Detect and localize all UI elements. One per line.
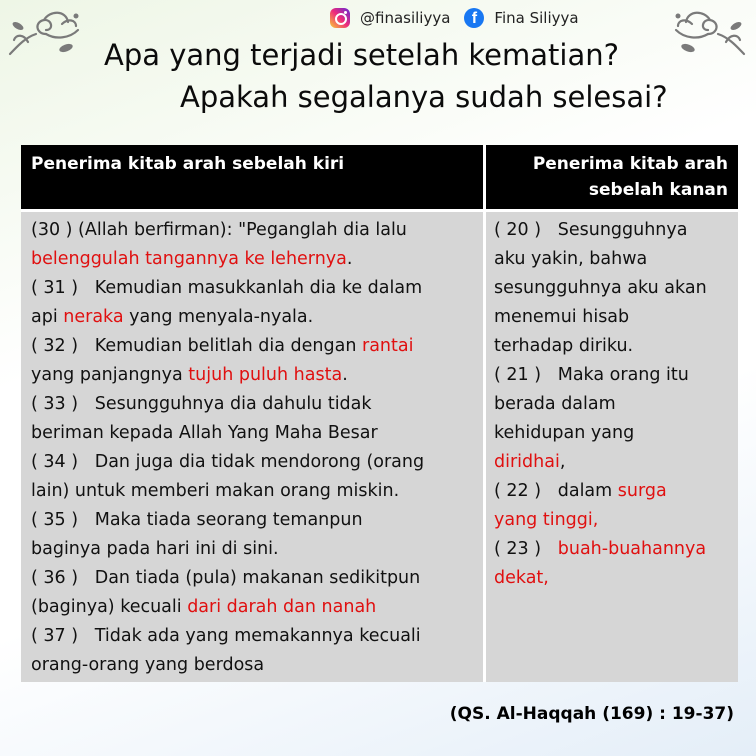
- verse-text: ( 37 ) Tidak ada yang memakannya kecuali: [31, 626, 421, 646]
- highlighted-text: yang tinggi,: [494, 510, 599, 530]
- verse-line-r7: [494, 390, 732, 419]
- verse-line-l12: [31, 535, 477, 564]
- floral-ornament-right-icon: [668, 4, 748, 60]
- verse-text: ( 22 ) dalam: [494, 481, 618, 501]
- verse-text: lain) untuk memberi makan orang miskin.: [31, 481, 400, 501]
- verse-line-l11: [31, 506, 477, 535]
- verse-text: api: [31, 307, 64, 327]
- comparison-table: [21, 145, 738, 682]
- highlighted-text: diridhai: [494, 452, 560, 472]
- highlighted-text: surga: [617, 481, 667, 501]
- social-handles: [330, 6, 579, 30]
- verse-line-r8: [494, 419, 732, 448]
- verse-line-l7: [31, 390, 477, 419]
- verse-line-l6: [31, 361, 477, 390]
- verse-text: ( 33 ) Sesungguhnya dia dahulu tidak: [31, 394, 372, 414]
- verse-text: yang panjangnya: [31, 365, 189, 385]
- verse-line-l10: [31, 477, 477, 506]
- verse-text: ( 36 ) Dan tiada (pula) makanan sedikitpun: [31, 568, 421, 588]
- verse-text: aku yakin, bahwa: [494, 249, 648, 269]
- header-right-line-2: sebelah kanan: [588, 180, 728, 200]
- verse-text: sesungguhnya aku akan: [494, 278, 707, 298]
- verse-text: kehidupan yang: [494, 423, 635, 443]
- verse-line-l15: [31, 622, 477, 651]
- highlighted-text: dekat,: [494, 568, 549, 588]
- verse-line-r2: [494, 245, 732, 274]
- verse-line-l9: [31, 448, 477, 477]
- verse-line-l1: [31, 216, 477, 245]
- verse-text: baginya pada hari ini di sini.: [31, 539, 279, 559]
- verse-line-r6: [494, 361, 732, 390]
- right-column-verses: [486, 212, 738, 682]
- verse-line-r4: [494, 303, 732, 332]
- verse-line-l14: [31, 593, 477, 622]
- verse-line-l2: [31, 245, 477, 274]
- verse-line-l8: [31, 419, 477, 448]
- verse-text: .: [342, 365, 348, 385]
- verse-line-r13: [494, 564, 732, 593]
- verse-line-r3: [494, 274, 732, 303]
- verse-line-l16: [31, 651, 477, 680]
- verse-text: ( 23 ): [494, 539, 558, 559]
- verse-text: ( 31 ) Kemudian masukkanlah dia ke dalam: [31, 278, 423, 298]
- verse-text: orang-orang yang berdosa: [31, 655, 265, 675]
- instagram-handle[interactable]: @finasiliyya: [360, 9, 451, 27]
- verse-text: beriman kepada Allah Yang Maha Besar: [31, 423, 378, 443]
- source-citation: (QS. Al-Haqqah (169) : 19-37): [449, 704, 734, 724]
- page-title-line-2: Apakah segalanya sudah selesai?: [180, 80, 668, 114]
- instagram-icon[interactable]: [330, 8, 350, 28]
- facebook-icon[interactable]: f: [464, 8, 484, 28]
- highlighted-text: dari darah dan nanah: [187, 597, 377, 617]
- verse-text: ( 34 ) Dan juga dia tidak mendorong (orang: [31, 452, 425, 472]
- floral-ornament-left-icon: [6, 4, 86, 60]
- verse-line-r5: [494, 332, 732, 361]
- verse-text: ,: [559, 452, 566, 472]
- verse-line-l5: [31, 332, 477, 361]
- verse-text: .: [346, 249, 353, 269]
- verse-line-r10: [494, 477, 732, 506]
- verse-text: terhadap diriku.: [494, 336, 634, 356]
- verse-line-l13: [31, 564, 477, 593]
- left-column-verses: [21, 212, 483, 682]
- header-right-column: [486, 145, 738, 209]
- highlighted-text: buah-buahannya: [557, 539, 707, 559]
- verse-line-r11: [494, 506, 732, 535]
- page-title-line-1: Apa yang terjadi setelah kematian?: [104, 38, 620, 72]
- highlighted-text: neraka: [63, 307, 124, 327]
- highlighted-text: belenggulah tangannya ke lehernya: [31, 249, 347, 269]
- verse-text: menemui hisab: [494, 307, 630, 327]
- verse-text: (30 ) (Allah berfirman): "Peganglah dia lalu: [31, 220, 407, 240]
- verse-text: berada dalam: [494, 394, 616, 414]
- verse-line-l4: [31, 303, 477, 332]
- header-right-line-1: Penerima kitab arah: [532, 154, 728, 174]
- highlighted-text: tujuh puluh hasta: [188, 365, 343, 385]
- facebook-name[interactable]: Fina Siliyya: [494, 9, 579, 27]
- verse-line-l3: [31, 274, 477, 303]
- verse-text: ( 20 ) Sesungguhnya: [494, 220, 688, 240]
- verse-line-r1: [494, 216, 732, 245]
- verse-text: yang menyala-nyala.: [123, 307, 314, 327]
- verse-line-r9: [494, 448, 732, 477]
- verse-text: ( 32 ) Kemudian belitlah dia dengan: [31, 336, 363, 356]
- verse-line-r12: [494, 535, 732, 564]
- verse-text: (baginya) kecuali: [31, 597, 188, 617]
- verse-text: ( 21 ) Maka orang itu: [494, 365, 689, 385]
- highlighted-text: rantai: [362, 336, 414, 356]
- verse-text: ( 35 ) Maka tiada seorang temanpun: [31, 510, 363, 530]
- header-left-column: Penerima kitab arah sebelah kiri: [21, 145, 483, 209]
